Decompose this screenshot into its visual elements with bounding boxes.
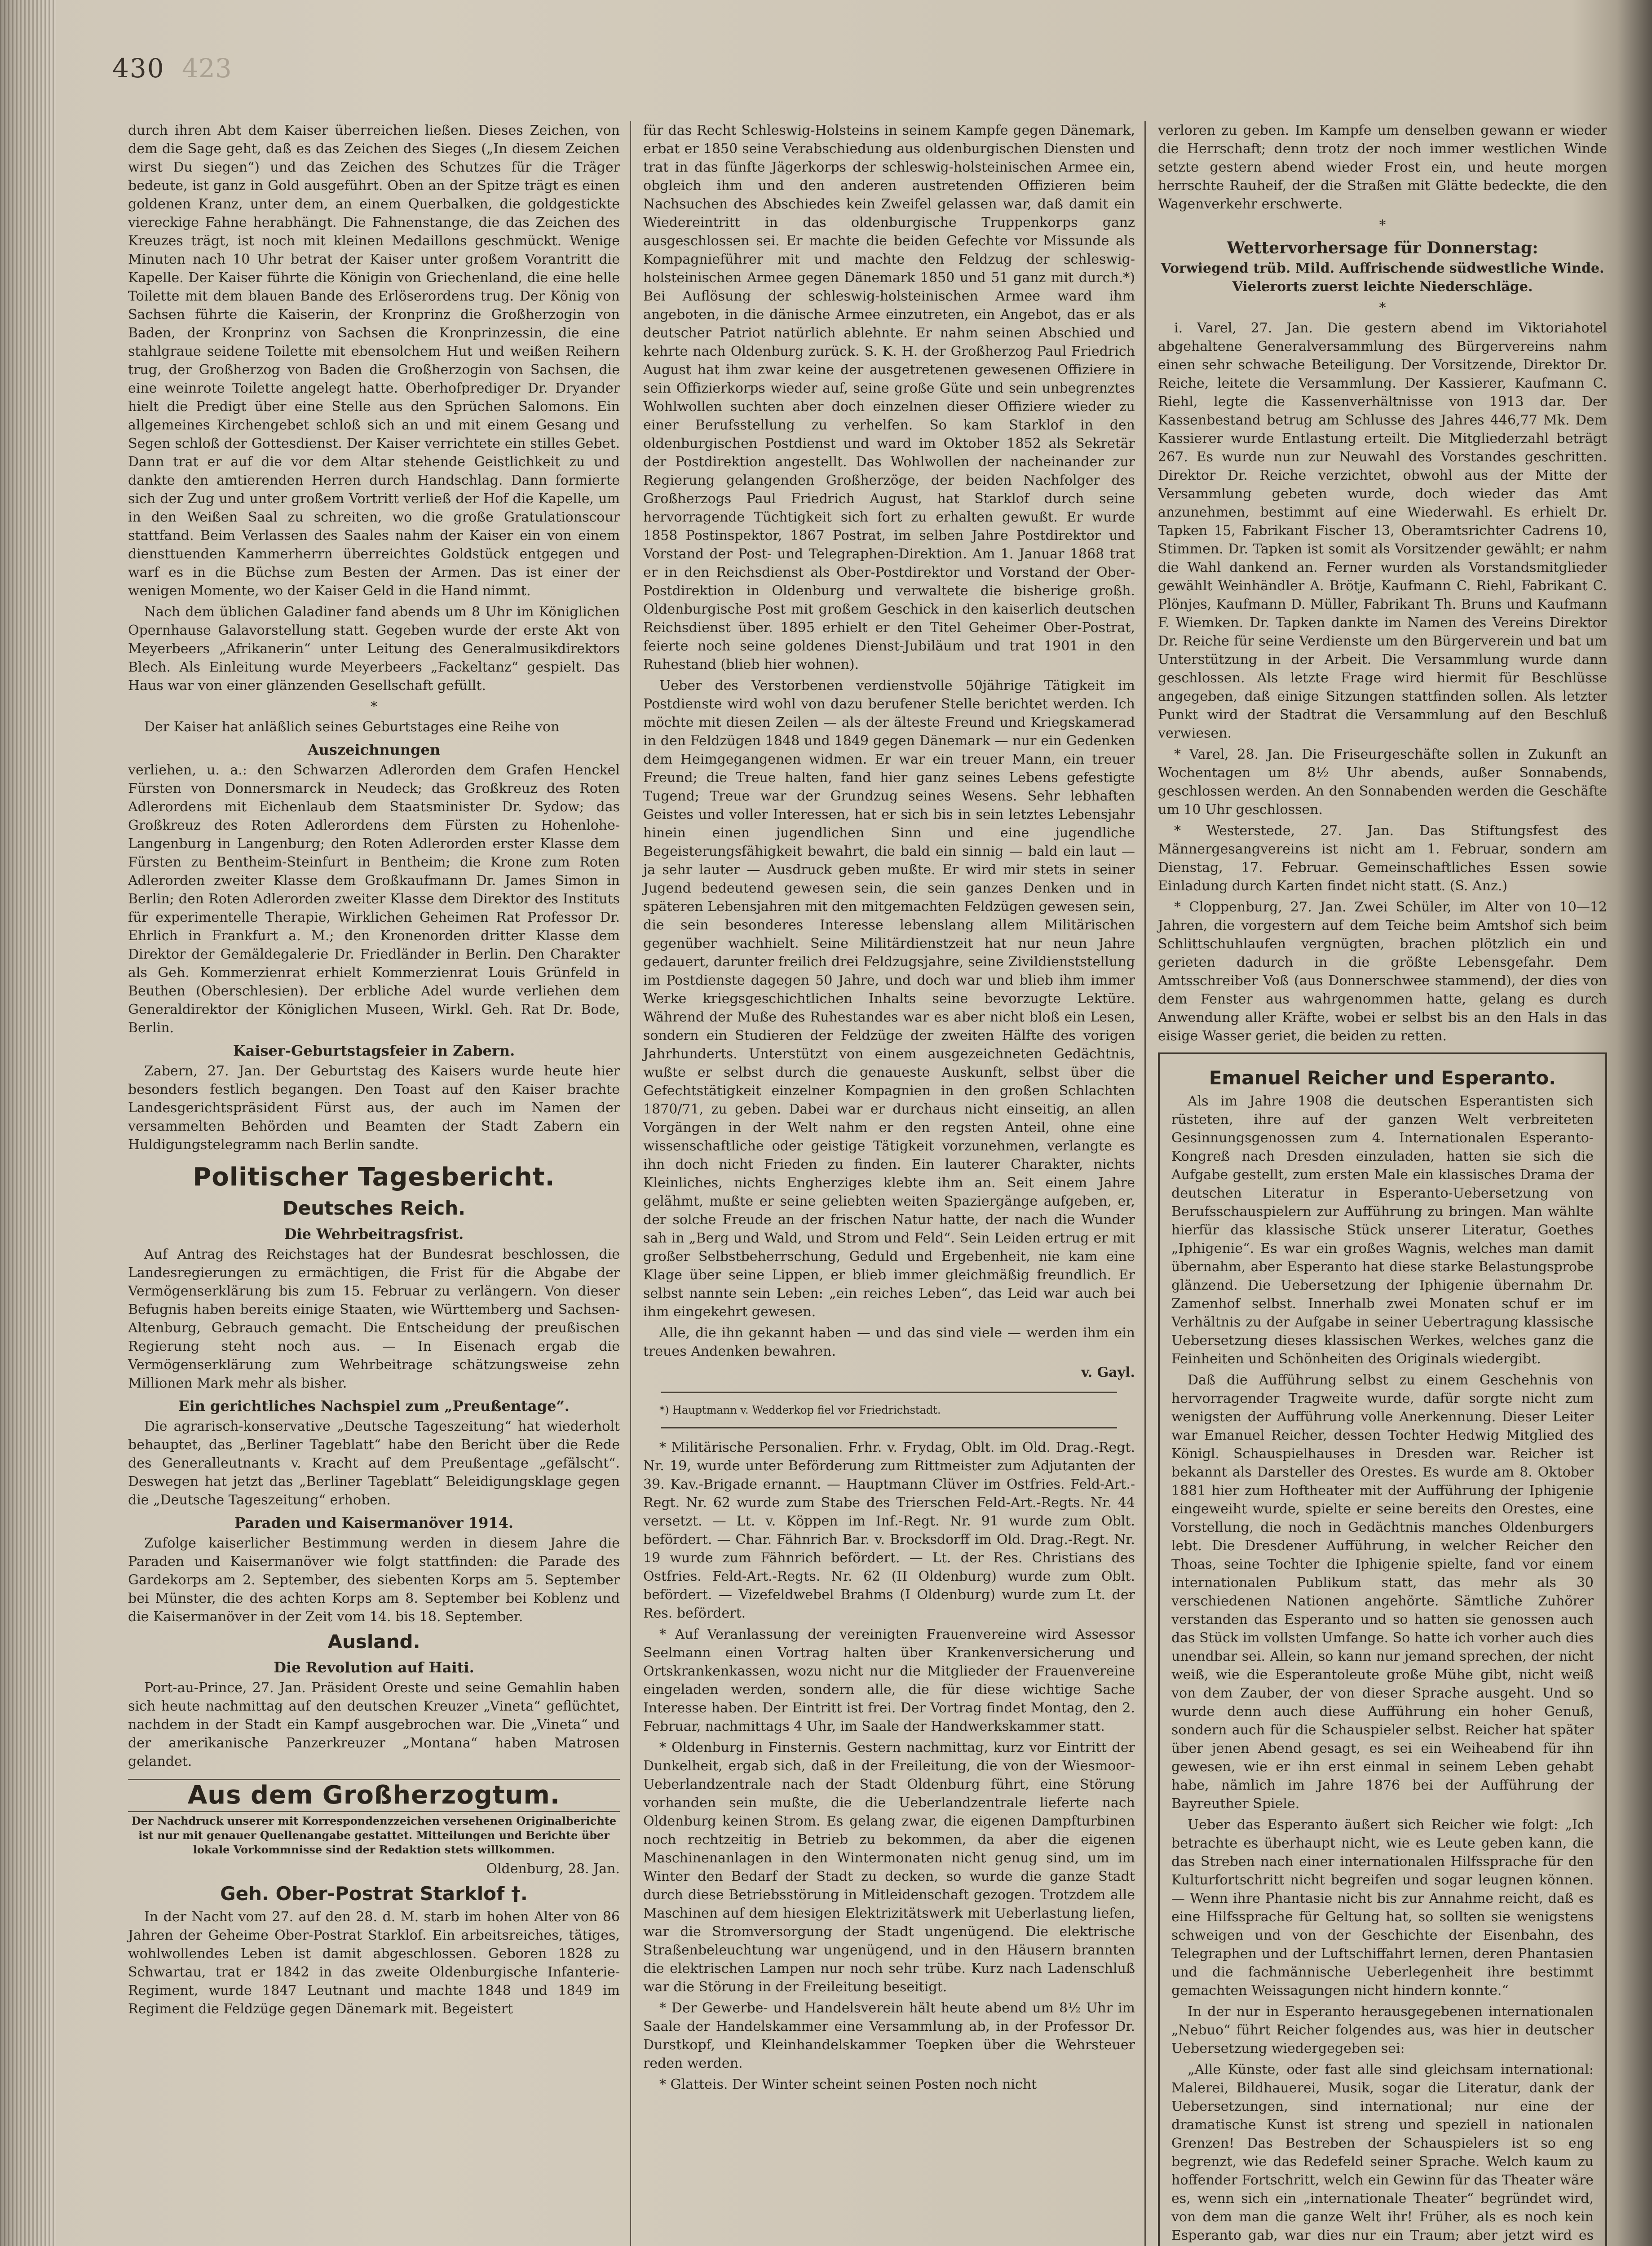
article-text: für das Recht Schleswig-Holsteins in seinem Kampfe gegen Dänemark, erbat er 1850 seine Verabschiedung aus oldenburgischen Diensten und trat in das fünfte Jägerkorps der schleswig-holsteinischen Armee ein, obgleich ihm und den anderen austretenden Offizieren beim Nachsuchen des Abschiedes kein Zweifel gelassen war, daß damit ein Wiedereintritt in das oldenburgische Truppenkorps ganz ausgeschlossen sei. Er machte die beiden Gefechte vor Missunde als Kompagnieführer mit und machte den Feldzug der schleswig-holsteinischen Armee gegen Dänemark 1850 und 51 ganz mit durch.*) Bei Auflösung der schleswig-holsteinischen Armee ward ihm angeboten, in die dänische Armee einzutreten, ein Angebot, das er als deutscher Patriot natürlich ablehnte. Er nahm seinen Abschied und kehrte nach Oldenburg zurück. S. K. H. der Großherzog Paul Friedrich August hat ihm zwar keine der ausgetretenen gewesenen Offiziere in sein Offizierkorps wieder auf, seine große Güte und sein unbegrenztes Wohlwollen suchten aber doch einzelnen dieser Offiziere wieder zu einer Berufsstellung zu verhelfen. So kam Starklof in den oldenburgischen Postdienst und ward im Oktober 1852 als Sekretär der Postdirektion angestellt. Das Wohlwollen der nacheinander zur Regierung gelangenden Großherzöge, der beiden Nachfolger des Großherzogs Paul Friedrich August, hat Starklof durch seine hervorragende Tüchtigkeit sich fort zu erhalten gewußt. Er wurde 1858 Postinspektor, 1867 Postrat, im selben Jahre Postdirektor und Vorstand der Post- und Telegraphen-Direktion. Am 1. Januar 1868 trat er in den Reichsdienst als Ober-Postdirektor und Vorstand der Ober-Postdirektion in Oldenburg und verwaltete die bisherige großh. Oldenburgische Post mit großem Geschick in den kaiserlich deutschen Reichsdienst über. 1895 erhielt er den Titel Geheimer Ober-Postrat, feierte noch seine goldenes Dienst-Jubiläum und trat 1901 in den Ruhestand (blieb hier wohnen). xyxy=(643,123,1135,672)
old-page-number: 423 xyxy=(182,53,232,84)
section-heading: Geh. Ober-Postrat Starklof †. xyxy=(220,1883,528,1905)
reprint-notice: Der Nachdruck unserer mit Korrespondenzzeichen versehenen Originalberichte ist nur mit genauer Quellenangabe gestattet. Mitteilungen und Berichte über lokale Vorkommnisse sind der Redaktion stets willkommen. xyxy=(131,1814,617,1856)
page-number: 430 xyxy=(112,53,165,84)
section-heading: Paraden und Kaisermanöver 1914. xyxy=(234,1514,513,1531)
section-heading: Die Wehrbeitragsfrist. xyxy=(284,1225,464,1242)
article-text: Der Kaiser hat anläßlich seines Geburtstages eine Reihe von xyxy=(144,719,560,735)
section-heading: Politischer Tagesbericht. xyxy=(193,1163,555,1192)
weather-forecast: Vorwiegend trüb. Mild. Auffrischende südwestliche Winde. Vielerorts zuerst leichte Niederschläge. xyxy=(1161,261,1604,295)
section-heading: Aus dem Großherzogtum. xyxy=(128,1779,620,1812)
asterisk-icon: * xyxy=(1379,300,1386,316)
article-text: Daß die Aufführung selbst zu einem Geschehnis von hervorragender Tragweite wurde, dafür sorgte nicht zum wenigsten der Aufführung volle Anerkennung. Dieser Leiter war Emanuel Reicher, dessen Tochter Hedwig Mitglied des Königl. Schauspielhauses in Dresden war. Reicher ist bekannt als Darsteller des Orestes. Es wurde am 8. Oktober 1881 hier zum Hoftheater mit der Aufführung der Iphigenie eingeweiht wurde, spielte er seine bereits den Orestes, eine Vorstellung, die noch in Gedächtnis manches Oldenburgers lebt. Die Dresdener Aufführung, in welcher Reicher den Thoas, seine Tochter die Iphigenie spielte, fand vor einem internationalen Publikum statt, das mehr als 30 verschiedenen Nationen angehörte. Sämtliche Zuhörer verstanden das Esperanto und so hatten sie genossen auch das Stück im vollsten Umfange. So hatte ich vorher auch dies unendbar sei. Allein, so kann nur jemand sprechen, der nicht weiß, wie die Esperantoleute große Mühe gibt, nicht weiß von dem Zauber, der von dieser Sprache ausgeht. Und so wurde denn auch diese Aufführung ein hoher Genuß, sondern auch für die Schauspieler selbst. Reicher hat später über jenen Abend gesagt, es sei ein Weiheabend für ihn gewesen, wie er ihn erst einmal in seinem Leben gehabt habe, nämlich im Jahre 1876 bei der Aufführung der Bayreuther Spiele. xyxy=(1171,1372,1594,1812)
divider xyxy=(661,1392,1117,1393)
section-heading: Emanuel Reicher und Esperanto. xyxy=(1209,1067,1556,1089)
article-text: * Westerstede, 27. Jan. Das Stiftungsfest des Männergesangvereins ist nicht am 1. Februar, sondern am Dienstag, 17. Februar. Gemeinschaftliches Essen sowie Einladung durch Karten findet nicht statt. (S. Anz.) xyxy=(1158,823,1607,894)
article-text: * Cloppenburg, 27. Jan. Zwei Schüler, im Alter von 10—12 Jahren, die vorgestern auf dem Teiche beim Amtshof sich beim Schlittschuhlaufen vergnügten, brachen plötzlich ein und gerieten dadurch in die größte Lebensgefahr. Dem Amtsschreiber Voß (aus Donnerschwee stammend), der dies von dem Fenster aus wahrgenommen hatte, gelang es durch Anwendung aller Kräfte, wobei er selbst bis an den Hals in das eisige Wasser geriet, die beiden zu retten. xyxy=(1158,899,1607,1044)
article-text: * Auf Veranlassung der vereinigten Frauenvereine wird Assessor Seelmann einen Vortrag halten über Krankenversicherung und Ortskrankenkassen, wozu nicht nur die Mitglieder der Frauenvereine eingeladen werden, sondern alle, die für diese wichtige Sache Interesse haben. Der Eintritt ist frei. Der Vortrag findet Montag, den 2. Februar, nachmittags 4 Uhr, im Saale der Handwerkskammer statt. xyxy=(643,1627,1135,1734)
asterisk-icon: * xyxy=(371,699,377,715)
article-text: In der nur in Esperanto herausgegebenen internationalen „Nebuo“ führt Reicher folgendes aus, was hier in deutscher Uebersetzung wiedergegeben sei: xyxy=(1171,2004,1594,2056)
article-text: * Glatteis. Der Winter scheint seinen Posten noch nicht xyxy=(659,2077,1037,2092)
author-signature: v. Gayl. xyxy=(1081,1365,1135,1380)
article-text: durch ihren Abt dem Kaiser überreichen ließen. Dieses Zeichen, von dem die Sage geht, daß es das Zeichen des Sieges („In diesem Zeichen wirst Du siegen“) und das Zeichen des Schutzes für die Träger bedeute, ist ganz in Gold ausgeführt. Oben an der Spitze trägt es einen goldenen Kranz, unter dem, an einem Querbalken, die goldgestickte viereckige Fahne herabhängt. Die Fahnenstange, die das Zeichen des Kreuzes trägt, ist noch mit kleinen Medaillons geschmückt. Wenige Minuten nach 10 Uhr betrat der Kaiser unter großem Vorantritt die Kapelle. Der Kaiser führte die Königin von Griechenland, die eine helle Toilette mit dem blauen Bande des Erlöserordens trug. Der König von Sachsen führte die Kaiserin, der Kronprinz die Großherzogin von Baden, der Kronprinz von Sachsen die Kronprinzessin, die eine stahlgraue seidene Toilette mit ebensolchem Hut und weißen Reihern trug, der Großherzog von Baden die Großherzogin von Sachsen, die eine weinrote Toilette angelegt hatte. Oberhofprediger Dr. Dryander hielt die Predigt über eine Stelle aus den Sprüchen Salomons. Ein allgemeines Kirchengebet schloß sich an und mit einem Gesang und Segen schloß der Gottesdienst. Der Kaiser verrichtete ein stilles Gebet. Dann trat er auf die vor dem Altar stehende Geistlichkeit zu und dankte den amtierenden Herren durch Handschlag. Dann formierte sich der Zug und unter großem Vortritt verließ der Hof die Kapelle, um in den Weißen Saal zu schreiten, wo die große Gratulationscour stattfand. Beim Verlassen des Saales nahm der Kaiser ein von einem diensttuenden Kammerherrn überreichtes Goldstück entgegen und warf es in die Büchse zum Besten der Armen. Das ist einer der wenigen Momente, wo der Kaiser Geld in die Hand nimmt. xyxy=(128,123,620,599)
article-text: Ueber des Verstorbenen verdienstvolle 50jährige Tätigkeit im Postdienste wird wohl von dazu berufener Stelle berichtet werden. Ich möchte mit diesen Zeilen — als der älteste Freund und Kriegskamerad in den Feldzügen 1848 und 1849 gegen Dänemark — nur ein Gedenken dem Heimgegangenen widmen. Er war ein treuer Mann, ein treuer Freund; die Treue halten, fand hier ganz seines Lebens gefestigte Tugend; Treue war der Grundzug seines Wesens. Sehr lebhaften Geistes und voller Interessen, hat er sich bis in sein letztes Lebensjahr hinein einen jugendlichen Sinn und eine jugendliche Begeisterungsfähigkeit bewahrt, die bald ein sinnig — bald ein laut — ja sehr lauter — Ausdruck geben mußte. Er wird mir stets in seiner Jugend bedeutend gewesen sein, die sein ganzes Denken und in späteren Lebensjahren mit den mitgemachten Feldzügen gewesen sein, die sein besonderes Interesse lebenslang allem Militärischen gegenüber wachhielt. Seine Militärdienstzeit hat nur neun Jahre gedauert, darunter freilich drei Feldzugsjahre, seine Zivildienststellung im Postdienste dagegen 50 Jahre, und doch war und blieb ihm immer Werke kriegsgeschichtlichen Inhalts seine bevorzugte Lektüre. Während der Muße des Ruhestandes war es aber nicht bloß ein Lesen, sondern ein Studieren der Feldzüge der zweiten Hälfte des vorigen Jahrhunderts. Unterstützt von einem ausgezeichneten Gedächtnis, wußte er selbst durch die genaueste Auskunft, selbst über die Gefechtstätigkeit einzelner Kompagnien in den großen Schlachten 1870/71, zu geben. Dabei war er durchaus nicht einseitig, an allen Vorgängen in der Welt nahm er den regsten Anteil, ohne eine wissenschaftliche oder geistige Tätigkeit vorzunehmen, verlangte es ihn doch nicht Frieden zu finden. Ein lauterer Charakter, nichts Kleinliches, nichts Engherziges klebte ihm an. Seit einem Jahre gelähmt, mußte er seine geliebten weiten Spaziergänge aufgeben, er, der solche Freude an der frischen Natur hatte, der nach die Wunder sah in „Berg und Wald, und Strom und Feld“. Sein Leiden ertrug er mit großer Selbstbeherrschung, Geduld und Ergebenheit, nie kam eine Klage über seine Lippen, er blieb immer gleichmäßig freundlich. Er selbst nannte sein Leben: „ein reiches Leben“, das Leid war auch bei ihm eingekehrt gewesen. xyxy=(643,678,1135,1320)
article-text: Zabern, 27. Jan. Der Geburtstag des Kaisers wurde heute hier besonders festlich begangen. Den Toast auf den Kaiser brachte Landesgerichtspräsident Fürst aus, der auch im Namen der versammelten Behörden und Beamten der Stadt Zabern ein Huldigungstelegramm nach Berlin sandte. xyxy=(128,1063,620,1153)
column-2 xyxy=(643,121,1135,2096)
column-rule-2 xyxy=(1144,121,1146,2246)
section-heading: Die Revolution auf Haiti. xyxy=(274,1659,474,1676)
weather-heading: Wettervorhersage für Donnerstag: xyxy=(1227,239,1538,257)
feature-box xyxy=(1158,1052,1607,2246)
section-heading: Deutsches Reich. xyxy=(282,1197,466,1219)
article-text: „Alle Künste, oder fast alle sind gleichsam international: Malerei, Bildhauerei, Musik, sogar die Literatur, dank der Uebersetzungen, sind international; nur eine der dramatische Kunst ist streng und speziell in nationalen Grenzen! Das Bestreben der Schauspielers ist so eng begrenzt, wie das Redefeld seiner Sprache. Welch kaum zu hoffender Fortschritt, welch ein Gewinn für das Theater wäre es, wenn sich ein „internationale Theater“ begründet wird, von dem man die ganze Welt ihr! Früher, als es noch kein Esperanto gab, war dies nur ein Traum; aber jetzt wird es xyxy=(1171,2062,1594,2243)
article-text: Auf Antrag des Reichstages hat der Bundesrat beschlossen, die Landesregierungen zu ermächtigen, die Frist für die Abgabe der Vermögenserklärung bis zum 15. Februar zu verlängern. Von dieser Befugnis haben bereits einige Staaten, wie Württemberg und Sachsen-Altenburg, Gebrauch gemacht. Die Entscheidung der preußischen Regierung steht noch aus. — In Eisenach ergab die Vermögenserklärung zum Wehrbeitrage schätzungsweise zehn Millionen Mark mehr als bisher. xyxy=(128,1247,620,1391)
article-text: Zufolge kaiserlicher Bestimmung werden in diesem Jahre die Paraden und Kaisermanöver wie folgt stattfinden: die Parade des Gardekorps am 2. September, des siebenten Korps am 5. September bei Münster, die des achten Korps am 8. September bei Koblenz und die Kaisermanöver in der Zeit vom 14. bis 18. September. xyxy=(128,1535,620,1625)
article-text: * Militärische Personalien. Frhr. v. Frydag, Oblt. im Old. Drag.-Regt. Nr. 19, wurde unter Beförderung zum Rittmeister zum Adjutanten der 39. Kav.-Brigade ernannt. — Hauptmann Clüver im Ostfries. Feld-Art.-Regt. Nr. 62 wurde zum Stabe des Trierschen Feld-Art.-Regts. Nr. 44 versetzt. — Lt. v. Köppen im Inf.-Regt. Nr. 91 wurde zum Oblt. befördert. — Char. Fähnrich Bar. v. Brocksdorff im Old. Drag.-Regt. Nr. 19 wurde zum Fähnrich befördert. — Lt. der Res. Christians des Ostfries. Feld-Art.-Regts. Nr. 62 (II Oldenburg) wurde zum Oblt. befördert. — Vizefeldwebel Brahms (I Oldenburg) wurde zum Lt. der Res. befördert. xyxy=(643,1440,1135,1621)
asterisk-icon: * xyxy=(1379,217,1386,233)
article-text: Ueber das Esperanto äußert sich Reicher wie folgt: „Ich betrachte es überhaupt nicht, wie es Leute geben kann, die das Streben nach einer internationalen Hilfssprache für den Kulturfortschritt nicht begreifen und sogar leugnen können. — Wenn ihre Phantasie nicht bis zur Annahme reicht, daß es eine Hilfssprache für Geltung hat, so sollten sie wenigstens schweigen und von der Geschichte der Eisenbahn, des Telegraphen und der Luftschiffahrt lernen, deren Phantasien und die fachmännische Ueberlegenheit ihre bestimmt gemachten Weissagungen nicht hindern konnte.“ xyxy=(1171,1817,1594,1998)
article-text: * Oldenburg in Finsternis. Gestern nachmittag, kurz vor Eintritt der Dunkelheit, ergab sich, daß in der Freileitung, die von der Wiesmoor-Ueberlandzentrale nach der Stadt Oldenburg führt, eine Störung vorhanden sein mußte, die die Ueberlandzentrale lieferte nach Oldenburg keinen Strom. Es gelang zwar, die eigenen Dampfturbinen noch rechtzeitig in Betrieb zu bekommen, da aber die eigenen Maschinenanlagen in den Wintermonaten nicht genug sind, um im Winter den Bedarf der Stadt zu decken, so wurde die ganze Stadt durch diese Betriebsstörung in Mitleidenschaft gezogen. Trotzdem alle Maschinen auf dem hiesigen Elektrizitätswerk mit Ueberlastung liefen, war die Stromversorgung der Stadt ungenügend. Die elektrische Straßenbeleuchtung war ungenügend, und in den Häusern brannten die elektrischen Lampen nur noch sehr trübe. Kurz nach Ladenschluß war die Störung in der Freileitung beseitigt. xyxy=(643,1740,1135,1995)
article-text: In der Nacht vom 27. auf den 28. d. M. starb im hohen Alter von 86 Jahren der Geheime Ober-Postrat Starklof. Ein arbeitsreiches, tätiges, wohlwollendes Leben ist damit abgeschlossen. Geboren 1828 zu Schwartau, trat er 1842 in das zweite Oldenburgische Infanterie-Regiment, wurde 1847 Leutnant und machte 1848 und 1849 im Regiment die Feldzüge gegen Dänemark mit. Begeistert xyxy=(128,1909,620,2017)
column-1 xyxy=(128,121,620,2021)
article-text: verloren zu geben. Im Kampfe um denselben gewann er wieder die Herrschaft; denn trotz der noch immer westlichen Winde setzte gestern abend wieder Frost ein, und heute morgen herrschte Rauheif, der die Straßen mit Glätte bedeckte, die den Wagenverkehr erschwerte. xyxy=(1158,123,1607,212)
article-text: verliehen, u. a.: den Schwarzen Adlerorden dem Grafen Henckel Fürsten von Donnersmarck in Neudeck; das Großkreuz des Roten Adlerordens mit Eichenlaub dem Staatsminister Dr. Sydow; das Großkreuz des Roten Adlerordens dem Fürsten zu Hohenlohe-Langenburg in Langenburg; den Roten Adlerorden erster Klasse dem Fürsten zu Bentheim-Steinfurt in Bentheim; die Krone zum Roten Adlerorden zweiter Klasse dem Großkaufmann Dr. James Simon in Berlin; den Roten Adlerorden zweiter Klasse dem Direktor des Instituts für experimentelle Therapie, Wirklichen Geheimen Rat Professor Dr. Ehrlich in Frankfurt a. M.; den Kronenorden dritter Klasse dem Direktor der Gemäldegalerie Dr. Friedländer in Berlin. Den Charakter als Geh. Kommerzienrat erhielt Kommerzienrat Louis Grünfeld in Beuthen (Oberschlesien). Der erbliche Adel wurde verliehen dem Generaldirektor der Königlichen Museen, Wirkl. Geh. Rat Dr. Bode, Berlin. xyxy=(128,762,620,1036)
article-text: Die agrarisch-konservative „Deutsche Tageszeitung“ hat wiederholt behauptet, das „Berliner Tageblatt“ habe den Bericht über die Rede des Generalleutnants v. Kracht auf dem Preußentage „gefälscht“. Deswegen hat jetzt das „Berliner Tageblatt“ Beleidigungsklage gegen die „Deutsche Tageszeitung“ erhoben. xyxy=(128,1419,620,1508)
article-text: Alle, die ihn gekannt haben — und das sind viele — werden ihm ein treues Andenken bewahren. xyxy=(643,1325,1135,1359)
divider xyxy=(661,1427,1117,1428)
column-3 xyxy=(1158,121,1607,2246)
section-heading: Auszeichnungen xyxy=(307,741,441,758)
section-heading: Kaiser-Geburtstagsfeier in Zabern. xyxy=(233,1042,515,1059)
section-heading: Ausland. xyxy=(327,1631,420,1653)
article-text: Port-au-Prince, 27. Jan. Präsident Oreste und seine Gemahlin haben sich heute nachmittag auf den deutschen Kreuzer „Vineta“ geflüchtet, nachdem in der Stadt ein Kampf ausgebrochen war. Die „Vineta“ und der amerikanische Panzerkreuzer „Montana“ haben Matrosen gelandet. xyxy=(128,1680,620,1769)
footnote: *) Hauptmann v. Wedderkop fiel vor Friedrichstadt. xyxy=(659,1404,941,1416)
article-text: * Der Gewerbe- und Handelsverein hält heute abend um 8½ Uhr im Saale der Handelskammer eine Versammlung ab, in der Professor Dr. Durstkopf, und Kleinhandelskammer Toepken über die Wehrsteuer reden werden. xyxy=(643,2000,1135,2071)
article-text: Nach dem üblichen Galadiner fand abends um 8 Uhr im Königlichen Opernhause Galavorstellung statt. Gegeben wurde der erste Akt von Meyerbeers „Afrikanerin“ unter Leitung des Generalmusikdirektors Blech. Als Einleitung wurde Meyerbeers „Fackeltanz“ gespielt. Das Haus war von einer glänzenden Gesellschaft gefüllt. xyxy=(128,604,620,694)
article-text: Als im Jahre 1908 die deutschen Esperantisten sich rüsteten, ihre auf der ganzen Welt verbreiteten Gesinnungsgenossen zum 4. Internationalen Esperanto-Kongreß nach Dresden einzuladen, hatten sie sich die Aufgabe gestellt, zum ersten Male ein klassisches Drama der deutschen Literatur in Esperanto-Uebersetzung von Berufsschauspielern zur Aufführung zu bringen. Man wählte hierfür das klassische Stück unserer Literatur, Goethes „Iphigenie“. Es war ein großes Wagnis, welches man damit übernahm, aber Esperanto hat diese starke Belastungsprobe glänzend. Die Uebersetzung der Iphigenie übernahm Dr. Zamenhof selbst. Innerhalb zwei Monaten schuf er im Verhältnis zu der Aufgabe in seiner Uebertragung klassische Uebersetzung dieses klassischen Werkes, welches ganz die Feinheiten und Schönheiten des Originals wiedergibt. xyxy=(1171,1093,1594,1367)
dateline: Oldenburg, 28. Jan. xyxy=(486,1861,620,1877)
column-rule-1 xyxy=(630,121,631,2246)
article-text: i. Varel, 27. Jan. Die gestern abend im Viktoriahotel abgehaltene Generalversammlung des Bürgervereins nahm einen sehr schwache Beteiligung. Der Vorsitzende, Direktor Dr. Reiche, leitete die Versammlung. Der Kassierer, Kaufmann C. Riehl, legte die Kassenverhältnisse von 1913 dar. Der Kassenbestand betrug am Schlusse des Jahres 446,77 Mk. Dem Kassierer wurde Entlastung erteilt. Die Mitgliederzahl beträgt 267. Es wurde nun zur Neuwahl des Vorstandes geschritten. Direktor Dr. Reiche verzichtet, obwohl aus der Mitte der Versammlung gebeten wurde, doch wieder das Amt anzunehmen, bestimmt auf eine Wiederwahl. Es erhielt Dr. Tapken 15, Fabrikant Fischer 13, Oberamtsrichter Cadrens 10, Stimmen. Dr. Tapken ist somit als Vorsitzender gewählt; er nahm die Wahl dankend an. Ferner wurden als Vorstandsmitglieder gewählt Weinhändler A. Brötje, Kaufmann C. Riehl, Fabrikant C. Plönjes, Kaufmann D. Müller, Fabrikant Th. Bruns und Kaufmann F. Wiemken. Dr. Tapken dankte im Namen des Vereins Direktor Dr. Reiche für seine Verdienste um den Bürgerverein und bat um Unterstützung in der Arbeit. Die Versammlung wurde dann geschlossen. Als letzte Frage wird hiermit für Beschlüsse angegeben, daß einige Sitzungen stattfinden sollen. Als letzter Punkt wird der Stadtrat die Versammlung auf den Beschluß verwiesen. xyxy=(1158,320,1607,741)
section-heading: Ein gerichtliches Nachspiel zum „Preußentage“. xyxy=(178,1397,570,1415)
article-text: * Varel, 28. Jan. Die Friseurgeschäfte sollen in Zukunft an Wochentagen um 8½ Uhr abends, außer Sonnabends, geschlossen werden. An den Sonnabenden werden die Geschäfte um 10 Uhr geschlossen. xyxy=(1158,747,1607,818)
